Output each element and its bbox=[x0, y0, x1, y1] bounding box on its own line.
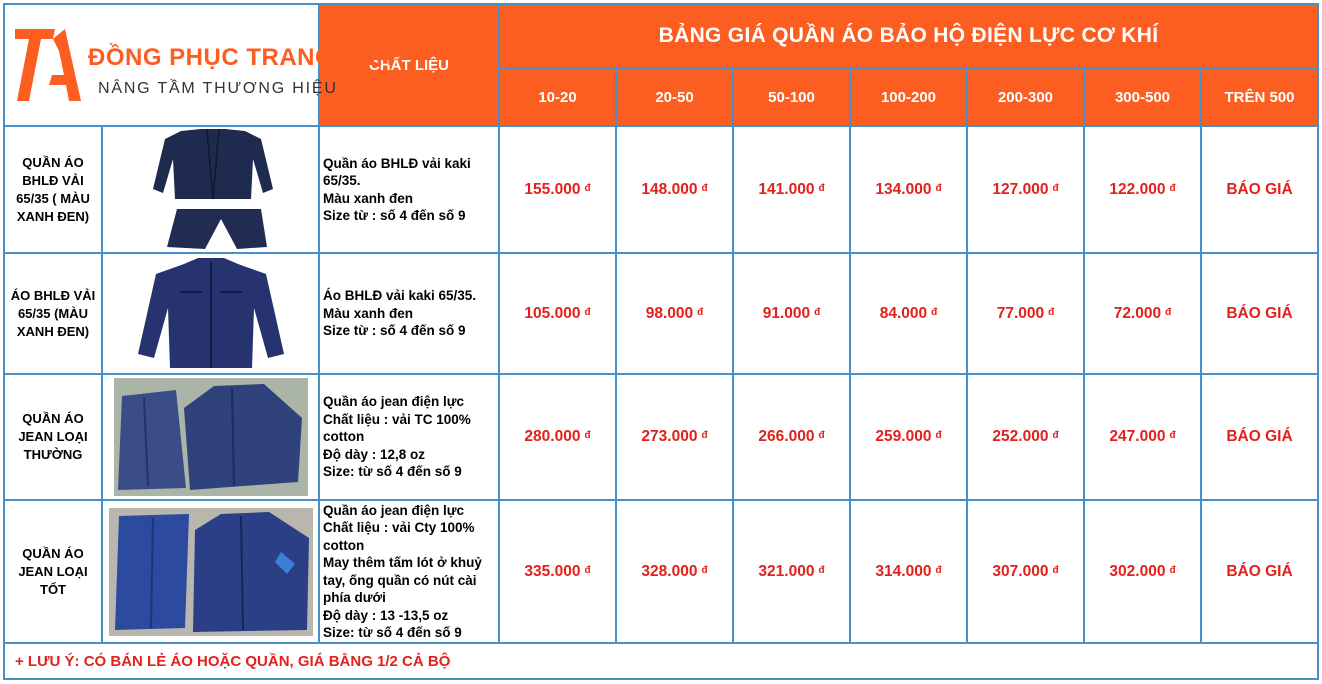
premium-jean-suit-photo-icon bbox=[109, 508, 313, 636]
price-cell: 247.000 đ bbox=[1084, 374, 1201, 500]
price-cell: 77.000 đ bbox=[967, 253, 1084, 374]
product-name: QUẦN ÁO JEAN LOẠI THƯỜNG bbox=[4, 374, 102, 500]
qty-range-header: 300-500 bbox=[1084, 68, 1201, 126]
price-cell: 105.000 đ bbox=[499, 253, 616, 374]
qty-range-header: 10-20 bbox=[499, 68, 616, 126]
price-cell: 134.000 đ bbox=[850, 126, 967, 253]
brand-tagline: NÂNG TẦM THƯƠNG HIỆU bbox=[98, 80, 338, 97]
jean-suit-photo-icon bbox=[114, 378, 308, 496]
price-cell: 259.000 đ bbox=[850, 374, 967, 500]
quote-cell: BÁO GIÁ bbox=[1201, 253, 1318, 374]
price-cell: 122.000 đ bbox=[1084, 126, 1201, 253]
material-desc: Quần áo jean điện lực Chất liệu : vải TC 100% cotton Độ dày : 12,8 oz Size: từ số 4 đến số 9 bbox=[319, 374, 499, 500]
price-cell: 314.000 đ bbox=[850, 500, 967, 643]
table-row bbox=[4, 126, 1318, 253]
price-cell: 155.000 đ bbox=[499, 126, 616, 253]
table-row bbox=[4, 374, 1318, 500]
product-image-cell bbox=[102, 500, 319, 643]
product-name: QUẦN ÁO BHLĐ VẢI 65/35 ( MÀU XANH ĐEN) bbox=[4, 126, 102, 253]
product-image-cell bbox=[102, 253, 319, 374]
logo-cell bbox=[4, 4, 394, 126]
brand-logo bbox=[5, 5, 394, 125]
price-cell: 266.000 đ bbox=[733, 374, 850, 500]
price-cell: 98.000 đ bbox=[616, 253, 733, 374]
price-cell: 91.000 đ bbox=[733, 253, 850, 374]
price-cell: 335.000 đ bbox=[499, 500, 616, 643]
price-cell: 252.000 đ bbox=[967, 374, 1084, 500]
price-table bbox=[3, 3, 1319, 680]
product-image-cell bbox=[102, 126, 319, 253]
product-name: QUẦN ÁO JEAN LOẠI TỐT bbox=[4, 500, 102, 643]
quote-cell: BÁO GIÁ bbox=[1201, 126, 1318, 253]
price-cell: 307.000 đ bbox=[967, 500, 1084, 643]
price-cell: 148.000 đ bbox=[616, 126, 733, 253]
qty-range-header: 200-300 bbox=[967, 68, 1084, 126]
work-jacket-icon bbox=[136, 258, 286, 370]
price-cell: 302.000 đ bbox=[1084, 500, 1201, 643]
product-image-cell bbox=[102, 374, 319, 500]
price-cell: 280.000 đ bbox=[499, 374, 616, 500]
price-cell: 328.000 đ bbox=[616, 500, 733, 643]
product-name: ÁO BHLĐ VẢI 65/35 (MÀU XANH ĐEN) bbox=[4, 253, 102, 374]
quote-cell: BÁO GIÁ bbox=[1201, 500, 1318, 643]
qty-range-header: 20-50 bbox=[616, 68, 733, 126]
retail-note: + LƯU Ý: CÓ BÁN LẺ ÁO HOẶC QUẦN, GIÁ BẰNG 1/2 CẢ BỘ bbox=[4, 643, 1318, 679]
price-cell: 127.000 đ bbox=[967, 126, 1084, 253]
work-suit-icon bbox=[141, 129, 281, 251]
qty-range-header: 50-100 bbox=[733, 68, 850, 126]
material-header: CHẤT LIỆU bbox=[319, 4, 499, 126]
price-cell: 273.000 đ bbox=[616, 374, 733, 500]
brand-name: ĐỒNG PHỤC TRANG ANH bbox=[88, 44, 394, 71]
price-cell: 84.000 đ bbox=[850, 253, 967, 374]
ta-logo-icon bbox=[13, 25, 85, 105]
material-desc: Áo BHLĐ vải kaki 65/35. Màu xanh đen Size từ : số 4 đến số 9 bbox=[319, 253, 499, 374]
qty-range-header: TRÊN 500 bbox=[1201, 68, 1318, 126]
material-desc: Quần áo BHLĐ vải kaki 65/35. Màu xanh đen Size từ : số 4 đến số 9 bbox=[319, 126, 499, 253]
table-row bbox=[4, 253, 1318, 374]
qty-range-header: 100-200 bbox=[850, 68, 967, 126]
quote-cell: BÁO GIÁ bbox=[1201, 374, 1318, 500]
material-desc: Quần áo jean điện lực Chất liệu : vải Cty 100% cotton May thêm tấm lót ở khuỷ tay, ống quần có nút cài phía dưới Độ dày : 13 -13,5 oz Size: từ số 4 đến số 9 bbox=[319, 500, 499, 643]
table-title: BẢNG GIÁ QUẦN ÁO BẢO HỘ ĐIỆN LỰC CƠ KHÍ bbox=[499, 4, 1318, 68]
table-row bbox=[4, 500, 1318, 643]
price-cell: 321.000 đ bbox=[733, 500, 850, 643]
price-cell: 141.000 đ bbox=[733, 126, 850, 253]
price-cell: 72.000 đ bbox=[1084, 253, 1201, 374]
